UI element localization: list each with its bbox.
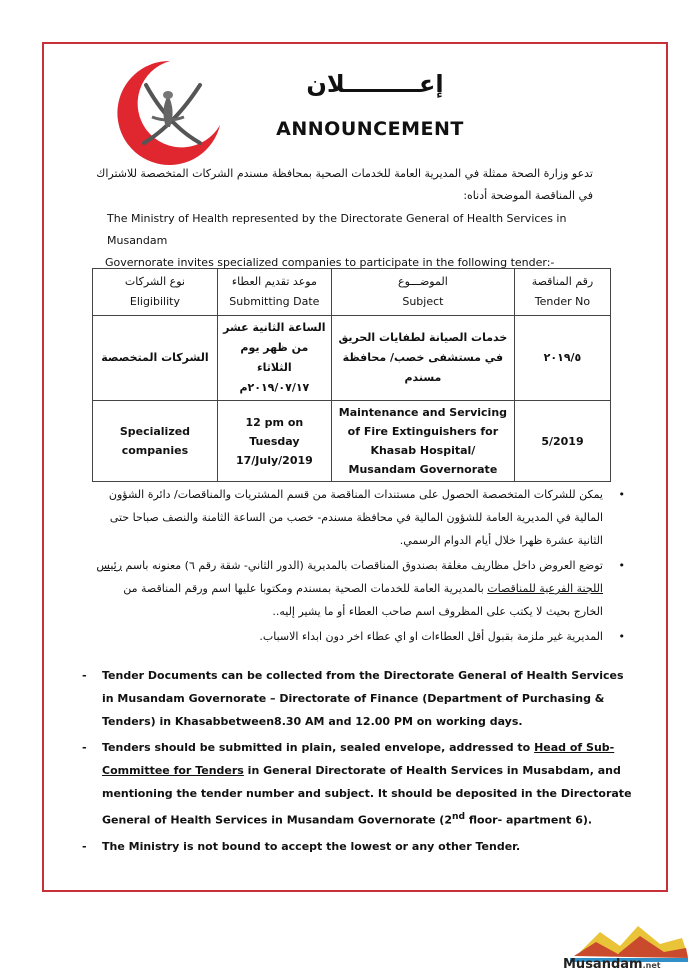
- bullet-marker: •: [618, 488, 625, 501]
- announcement-title-english: ANNOUNCEMENT: [276, 118, 464, 140]
- english-condition-2-text-a: Tenders should be submitted in plain, sealed envelope, addressed to: [102, 741, 535, 754]
- cell-subject-en: Maintenance and Servicing of Fire Extinguishers for Khasab Hospital/ Musandam Governorate: [331, 401, 514, 482]
- header-subject: [331, 269, 514, 316]
- intro-paragraph-english: [95, 208, 593, 274]
- cell-date-en: 12 pm on Tuesday 17/July/2019: [217, 401, 331, 482]
- ministry-crescent-logo-icon: [108, 55, 228, 167]
- header-subject-en: Subject: [402, 295, 444, 308]
- arabic-condition-3-text: المديرية غير ملزمة بقبول أقل العطاءات او اي عطاء اخر دون ابداء الاسباب.: [259, 630, 603, 643]
- arabic-conditions-list: [95, 483, 625, 650]
- english-conditions-list: [78, 664, 638, 861]
- cell-eligibility-en: Specialized companies: [93, 401, 218, 482]
- announcement-title-arabic: إعـــــــــلان: [306, 70, 444, 98]
- header-eligibility: [93, 269, 218, 316]
- english-condition-1-text: Tender Documents can be collected from the Directorate General of Health Services in Musandam Governorate – Directorate of Finance (Department of Purchasing & Tenders) in Khasabbetween8.30 AM and 12.00 PM on working days.: [102, 669, 624, 728]
- cell-subject-ar: خدمات الصيانة لطفايات الحريق في مستشفى خصب/ محافظة مسندم: [331, 316, 514, 401]
- header-tender-en: Tender No: [534, 295, 591, 308]
- english-condition-3: [78, 835, 638, 858]
- header-subject-ar: الموضـــوع: [398, 275, 448, 288]
- watermark-name: Musandam: [563, 957, 643, 972]
- english-condition-2-text-c: floor- apartment 6).: [465, 813, 593, 827]
- header-submitting-date: [217, 269, 331, 316]
- watermark-text: [563, 957, 661, 972]
- intro-paragraph-arabic: تدعو وزارة الصحة ممثلة في المديرية العامة للخدمات الصحية بمحافظة مسندم الشركات المتخصصة للاشتراك في المناقصة الموضحة أدناه:: [96, 167, 593, 202]
- intro-line-1: The Ministry of Health represented by the Directorate General of Health Services in Musandam: [107, 212, 567, 247]
- english-condition-2: [78, 736, 638, 832]
- tender-table: [92, 268, 611, 482]
- bullet-marker: •: [618, 559, 625, 572]
- table-row-arabic: [93, 316, 611, 401]
- english-condition-2-text-b: in General Directorate of Health Services in Musabdam, and mentioning the tender number and subject. It should be deposited in the Directorate General of Health Services in Musandam Governorate (2: [102, 764, 632, 827]
- cell-tender-no-en: 5/2019: [514, 401, 610, 482]
- header-eligibility-en: Eligibility: [129, 295, 180, 308]
- arabic-condition-2-underlined: رئيس اللجنة الفرعية للمناقصات: [96, 559, 603, 595]
- dash-marker: -: [82, 839, 87, 853]
- cell-date-ar: الساعة الثانية عشر من ظهر يوم الثلاثاء ٢٠١٩/٠٧/١٧م: [217, 316, 331, 401]
- header-date-ar: موعد تقديم العطاء: [231, 275, 317, 288]
- cell-tender-no-ar: ٢٠١٩/٥: [514, 316, 610, 401]
- arabic-condition-2-text-a: توضع العروض داخل مظاريف مغلقة بصندوق المناقصات بالمديرية (الدور الثاني- شقة رقم ٦) معنونه باسم: [122, 559, 603, 572]
- arabic-condition-1: [95, 483, 625, 552]
- table-header-row: [93, 269, 611, 316]
- bullet-marker: •: [618, 630, 625, 643]
- arabic-condition-3: [95, 625, 625, 648]
- dash-marker: -: [82, 669, 87, 682]
- arabic-condition-1-text: يمكن للشركات المتخصصة الحصول على مستندات المناقصة من قسم المشتريات والمناقصات/ دائرة الشؤون المالية في المديرية العامة للشؤون المالية في محافظة مسندم- خصب من الساعة الثامنة والنصف صباحا حتى الثانية عشرة ظهرا خلال أيام الدوام الرسمي.: [108, 488, 603, 547]
- english-condition-3-text: The Ministry is not bound to accept the lowest or any other Tender.: [102, 839, 521, 853]
- header-eligibility-ar: نوع الشركات: [124, 275, 185, 288]
- arabic-condition-2: [95, 554, 625, 623]
- dash-marker: -: [82, 741, 87, 754]
- english-condition-1: [78, 664, 638, 733]
- watermark-suffix: .net: [642, 961, 661, 970]
- header-tender-ar: رقم المناقصة: [531, 275, 594, 288]
- arabic-condition-2-text-b: بالمديرية العامة للخدمات الصحية بمسندم ومكتوبا عليها اسم ورقم المناقصة من الخارج بحيث لا يكتب على المظروف اسم صاحب العطاء أو ما يشير إليه..: [123, 582, 603, 618]
- header-tender-no: [514, 269, 610, 316]
- header-date-en: Submitting Date: [229, 295, 320, 308]
- cell-eligibility-ar: الشركات المتخصصة: [93, 316, 218, 401]
- ordinal-superscript: nd: [452, 811, 466, 822]
- table-row-english: [93, 401, 611, 482]
- intro-line-2: Governorate invites specialized companies to participate in the following tender:-: [105, 256, 555, 269]
- english-condition-2-underlined: Head of Sub-Committee for Tenders: [102, 741, 615, 777]
